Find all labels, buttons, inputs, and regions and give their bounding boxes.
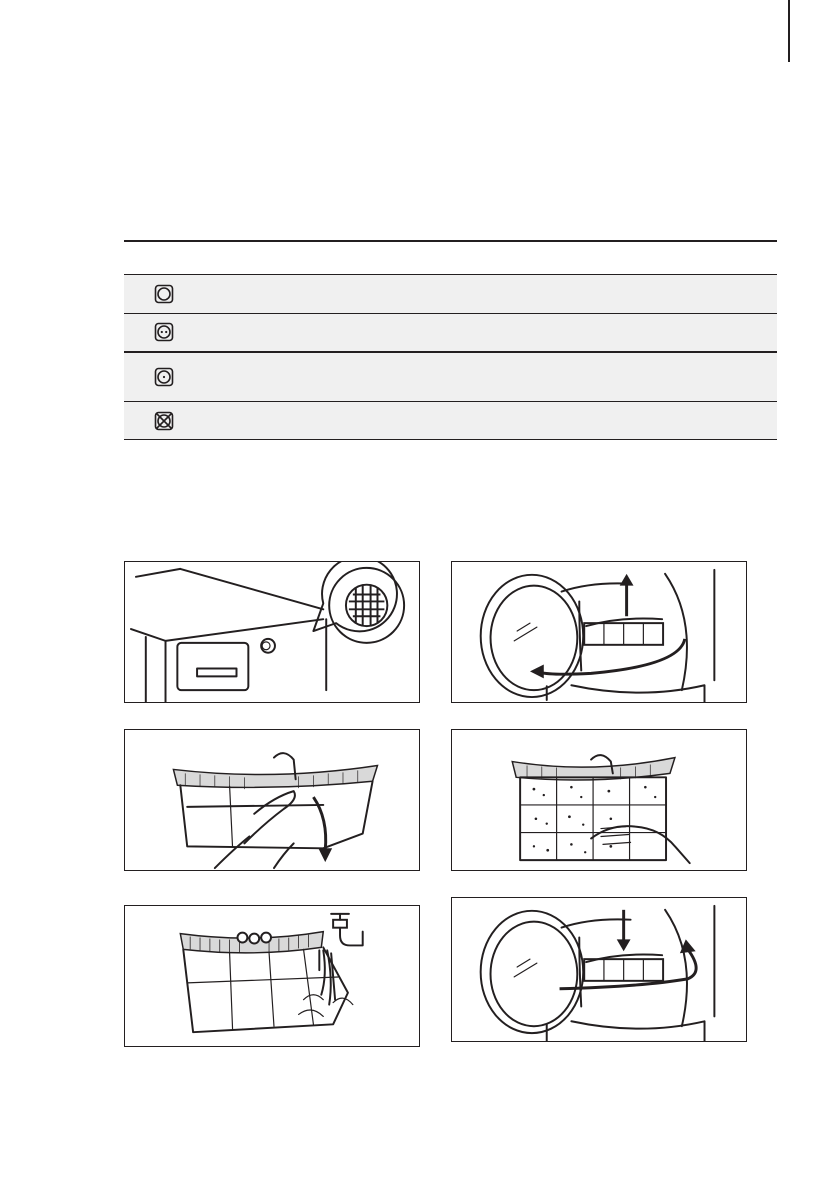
filter-symbol-panel-icon: [125, 562, 419, 702]
page-top-edge: [0, 0, 839, 1]
tumble-dry-medium-heat-icon: [154, 322, 174, 342]
care-symbols-table: [124, 240, 777, 440]
figure-open-filter: [124, 729, 420, 871]
open-filter-icon: [125, 730, 419, 870]
table-header-row: [124, 241, 777, 275]
table-row: [124, 275, 777, 314]
do-not-tumble-dry-icon: [154, 411, 174, 431]
table-row: [124, 352, 777, 402]
clean-filter-by-hand-icon: [452, 730, 746, 870]
figure-insert-filter: [451, 897, 747, 1042]
figure-filter-symbol: [124, 561, 420, 703]
table-row: [124, 314, 777, 352]
page-corner-mark: [788, 0, 790, 62]
figure-clean-filter: [451, 729, 747, 871]
tumble-dry-low-heat-icon: [154, 367, 174, 387]
tumble-dry-normal-icon: [154, 284, 174, 304]
open-door-lift-filter-icon: [452, 562, 746, 702]
figure-remove-filter: [451, 561, 747, 703]
rinse-filter-under-tap-icon: [125, 906, 419, 1046]
table-row: [124, 402, 777, 440]
insert-filter-close-door-icon: [452, 898, 746, 1041]
figure-rinse-filter: [124, 905, 420, 1047]
